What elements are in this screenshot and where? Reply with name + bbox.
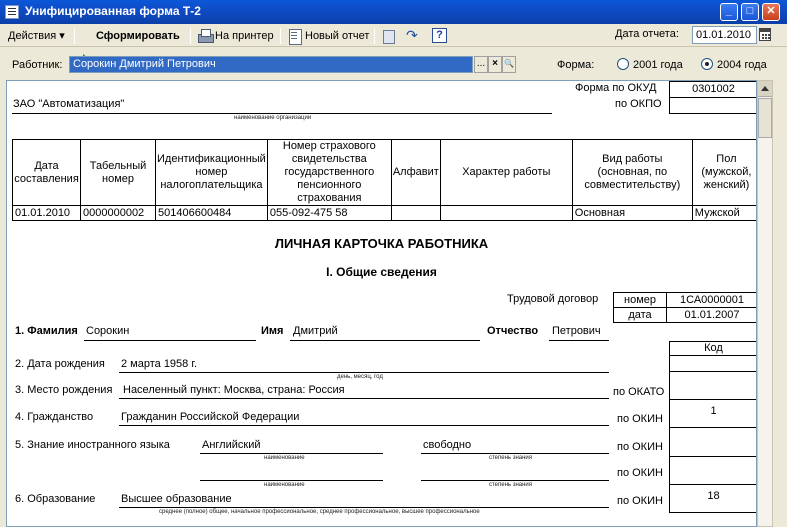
form-icon	[5, 5, 19, 19]
scroll-up-icon[interactable]	[758, 81, 772, 97]
place-label: 3. Место рождения	[15, 384, 113, 396]
toolbar-separator	[74, 28, 75, 44]
lastname-label: 1. Фамилия	[15, 325, 78, 337]
lastname-underline	[84, 340, 256, 341]
close-button[interactable]: ✕	[762, 3, 780, 21]
worker-input[interactable]: Сорокин Дмитрий Петрович	[69, 56, 473, 73]
code-cell-okato	[669, 371, 757, 400]
radio-2004[interactable]	[701, 58, 713, 70]
lang-underline	[200, 453, 383, 454]
okin-label-lang2: по ОКИН	[617, 467, 663, 479]
place-value: Населенный пункт: Москва, страна: Россия	[123, 384, 345, 396]
calendar-icon[interactable]	[759, 28, 771, 41]
cell-date: 01.01.2010	[13, 206, 81, 221]
patronymic-value: Петрович	[552, 325, 601, 337]
place-underline	[119, 398, 609, 399]
window-title: Унифицированная форма Т-2	[25, 4, 201, 18]
report-document	[6, 80, 757, 527]
card-header-table	[12, 139, 757, 221]
actions-label: Действия	[8, 30, 57, 42]
okin-label-education: по ОКИН	[617, 495, 663, 507]
maximize-button[interactable]: □	[741, 3, 759, 21]
cell-gender: Мужской	[692, 206, 757, 221]
save-copy-icon[interactable]	[381, 28, 397, 44]
redo-icon[interactable]	[405, 28, 421, 44]
birth-value: 2 марта 1958 г.	[121, 358, 198, 370]
cell-tabnum: 0000000002	[81, 206, 156, 221]
table-row	[13, 206, 758, 221]
education-value: Высшее образование	[121, 493, 232, 505]
generate-button[interactable]: Сформировать	[96, 30, 180, 42]
citizenship-value: Гражданин Российской Федерации	[121, 411, 300, 423]
help-button[interactable]: ?	[432, 28, 447, 43]
radio-2004-label[interactable]: 2004 года	[717, 59, 767, 71]
education-underline	[119, 507, 609, 508]
vertical-scrollbar[interactable]	[757, 80, 773, 527]
th-snils: Номер страхового свидетельства государственного пенсионного страхования	[267, 140, 391, 206]
contract-label: Трудовой договор	[507, 293, 599, 305]
okpo-label: по ОКПО	[615, 98, 662, 110]
th-gender: Пол (мужской, женский)	[692, 140, 757, 206]
lastname-value: Сорокин	[86, 325, 130, 337]
radio-2001-label[interactable]: 2001 года	[633, 59, 683, 71]
lang-level: свободно	[423, 439, 472, 451]
form-label: Форма:	[557, 59, 595, 71]
contract-date: 01.01.2007	[666, 307, 757, 323]
lang2-underline	[200, 480, 383, 481]
education-label: 6. Образование	[15, 493, 96, 505]
lang-level-caption: степень знания	[489, 455, 533, 461]
th-work-type: Вид работы (основная, по совместительству)	[572, 140, 692, 206]
firstname-label: Имя	[261, 325, 284, 337]
org-name: ЗАО "Автоматизация"	[13, 98, 125, 110]
okud-label: Форма по ОКУД	[575, 82, 657, 94]
cell-work-type: Основная	[572, 206, 692, 221]
code-cell-lang2	[669, 456, 757, 485]
new-report-icon	[287, 28, 303, 44]
cell-work-character	[440, 206, 572, 221]
scroll-thumb[interactable]	[758, 98, 772, 138]
code-cell-education: 18	[669, 484, 757, 513]
select-button[interactable]: ...	[474, 56, 488, 73]
citizenship-underline	[119, 425, 609, 426]
worker-label: Работник:	[12, 59, 63, 71]
education-caption: среднее (полное) общее, начальное профессиональное, среднее профессиональное, высшее профессиональное	[159, 509, 480, 515]
okud-value: 0301002	[669, 81, 757, 98]
th-alphabet: Алфавит	[391, 140, 440, 206]
report-date-label: Дата отчета:	[615, 28, 679, 40]
patronymic-underline	[549, 340, 609, 341]
contract-number: 1СА0000001	[666, 292, 757, 308]
lang-label: 5. Знание иностранного языка	[15, 439, 170, 451]
toolbar-separator	[190, 28, 191, 44]
lang2-name-caption: наименование	[264, 482, 305, 488]
toolbar-separator	[374, 28, 375, 44]
code-header: Код	[669, 341, 757, 356]
th-work-character: Характер работы	[440, 140, 572, 206]
new-report-button[interactable]: Новый отчет	[305, 30, 370, 42]
cell-alphabet	[391, 206, 440, 221]
actions-menu[interactable]: Действия ▾	[8, 30, 65, 42]
code-cell-lang1	[669, 427, 757, 457]
contract-date-label: дата	[613, 307, 667, 323]
report-date-input[interactable]: 01.01.2010	[692, 26, 757, 44]
okin-label-lang1: по ОКИН	[617, 441, 663, 453]
lang-level-underline	[421, 453, 609, 454]
th-tabnum: Табельный номер	[81, 140, 156, 206]
lang2-level-caption: степень знания	[489, 482, 533, 488]
lang2-level-underline	[421, 480, 609, 481]
code-cell-citizenship: 1	[669, 399, 757, 428]
okin-label-citizenship: по ОКИН	[617, 413, 663, 425]
okpo-value	[669, 97, 757, 114]
cell-snils: 055-092-475 58	[267, 206, 391, 221]
firstname-underline	[290, 340, 480, 341]
birth-underline	[119, 372, 609, 373]
cell-inn: 501406600484	[156, 206, 268, 221]
org-underline	[12, 113, 552, 114]
card-title: ЛИЧНАЯ КАРТОЧКА РАБОТНИКА	[274, 236, 489, 251]
org-caption: наименование организации	[234, 115, 312, 121]
clear-icon[interactable]: ×	[488, 56, 502, 73]
search-icon[interactable]: 🔍	[502, 56, 516, 73]
firstname-value: Дмитрий	[293, 325, 338, 337]
radio-2001[interactable]	[617, 58, 629, 70]
section-title: I. Общие сведения	[326, 265, 437, 279]
citizenship-label: 4. Гражданство	[15, 411, 94, 423]
th-date: Дата составления	[13, 140, 81, 206]
lang-name-caption: наименование	[264, 455, 305, 461]
code-cell-birth	[669, 355, 757, 372]
birth-label: 2. Дата рождения	[15, 358, 105, 370]
printer-icon	[197, 28, 213, 44]
toolbar-separator	[280, 28, 281, 44]
birth-caption: день, месяц, год	[337, 374, 383, 380]
title-bar	[0, 0, 787, 24]
okato-label: по ОКАТО	[613, 386, 665, 398]
print-button[interactable]: На принтер	[215, 30, 274, 42]
th-inn: Идентификационный номер налогоплательщика	[156, 140, 268, 206]
lang-value: Английский	[202, 439, 261, 451]
patronymic-label: Отчество	[487, 325, 539, 337]
contract-number-label: номер	[613, 292, 667, 308]
minimize-button[interactable]: _	[720, 3, 738, 21]
